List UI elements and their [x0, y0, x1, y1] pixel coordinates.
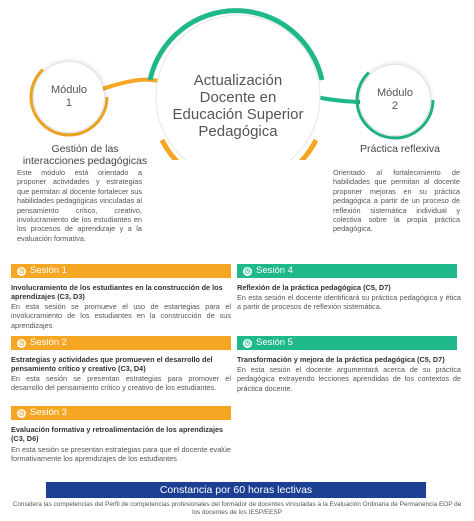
session-2-title: Estrategias y actividades que promueven el desarrollo del pensamiento crítico y creativo (C3, D4)	[11, 355, 213, 374]
session-5-label: Sesión 5	[256, 337, 293, 348]
session-3-description: En esta sesión se presentan estrategias para que el docente evalúe formativamente los aprendizajes de los estudiantes	[11, 445, 231, 464]
footnote: Considera las competencias del Perfil de competencias profesionales del formador de docentes vinculadas a la Evaluación Ordinaria de Permanencia EOP de los docentes de los IESP/EESP	[12, 501, 462, 516]
module-1-number: 1	[65, 97, 73, 109]
clock-icon: ◷	[18, 409, 25, 417]
module-1-title	[10, 143, 160, 167]
session-2-header	[11, 336, 231, 350]
session-4-title: Reflexión de la práctica pedagógica (C5, D7)	[237, 283, 391, 292]
constancia-banner: Constancia por 60 horas lectivas	[46, 482, 426, 498]
clock-icon: ◷	[18, 267, 25, 275]
clock-icon: ◷	[18, 339, 25, 347]
clock-icon: ◷	[244, 267, 251, 275]
session-3-label: Sesión 3	[30, 407, 67, 418]
session-4-header	[237, 264, 457, 278]
session-1-description: En esta sesión se promueve el uso de estartegias para el involucramiento de los estudiantes en la construcción de sus aprendizajes	[11, 302, 231, 330]
central-title-line: Docente en	[199, 89, 277, 106]
module-2-title: Práctica reflexiva	[360, 143, 440, 155]
module-1-badge	[34, 62, 104, 132]
session-4-label: Sesión 4	[256, 265, 293, 276]
clock-icon: ◷	[244, 339, 251, 347]
module-2-number: 2	[391, 100, 399, 112]
session-4-description: En esta sesión el docente identificará su práctica pedagógica y ética a partir de procesos de reflexión sistemática.	[237, 293, 461, 312]
central-title-line: Pedagógica	[198, 123, 278, 140]
session-5-header	[237, 336, 457, 350]
central-title-line: Educación Superior	[172, 106, 304, 123]
central-title-line: Actualización	[193, 72, 283, 89]
session-1-title: Involucramiento de los estudiantes en la construcción de los aprendizajes (C3, D3)	[11, 283, 223, 302]
course-diagram	[0, 0, 474, 150]
module-1-label: Módulo	[50, 84, 88, 96]
module-1-description: Este módulo está orientado a proponer actividades y estrategias que permitan al docente fortalecer sus habilidades pedagógicas vinculadas al pensamiento crítico, creativo, involucramiento de los estudiantes en los procesos de aprendizaje y a la evaluación formativa.	[17, 168, 142, 243]
module-2-description: Orientado al fortalecimiento de habilidades que permitan al docente proponer mejoras en su práctica pedagógica a partir de un proceso de reflexión sistemática individual y colectiva sobre la propia práctica pedagógica.	[333, 168, 460, 234]
central-title	[160, 72, 316, 140]
module-1-title-line: Gestión de las	[51, 143, 119, 155]
session-3-title: Evaluación formativa y retroalimentación de los aprendizajes (C3, D6)	[11, 425, 224, 444]
module-1-title-line: interacciones pedagógicas	[22, 155, 148, 167]
session-3-header	[11, 406, 231, 420]
module-2-label: Módulo	[376, 87, 414, 99]
session-2-description: En esta sesión se presentan estrategias para promover el desarrollo del pensamiento crítico y creativo de los estudiantes.	[11, 374, 231, 393]
session-1-label: Sesión 1	[30, 265, 67, 276]
module-2-badge	[360, 65, 430, 135]
session-1-header	[11, 264, 231, 278]
session-5-title: Transformación y mejora de la práctica pedagógica (C5, D7)	[237, 355, 445, 364]
session-2-label: Sesión 2	[30, 337, 67, 348]
session-5-description: En esta sesión el docente argumentará acerca de su práctica pedagógica extrayendo lecciones aprendidas de los contextos de práctica docente.	[237, 365, 461, 393]
